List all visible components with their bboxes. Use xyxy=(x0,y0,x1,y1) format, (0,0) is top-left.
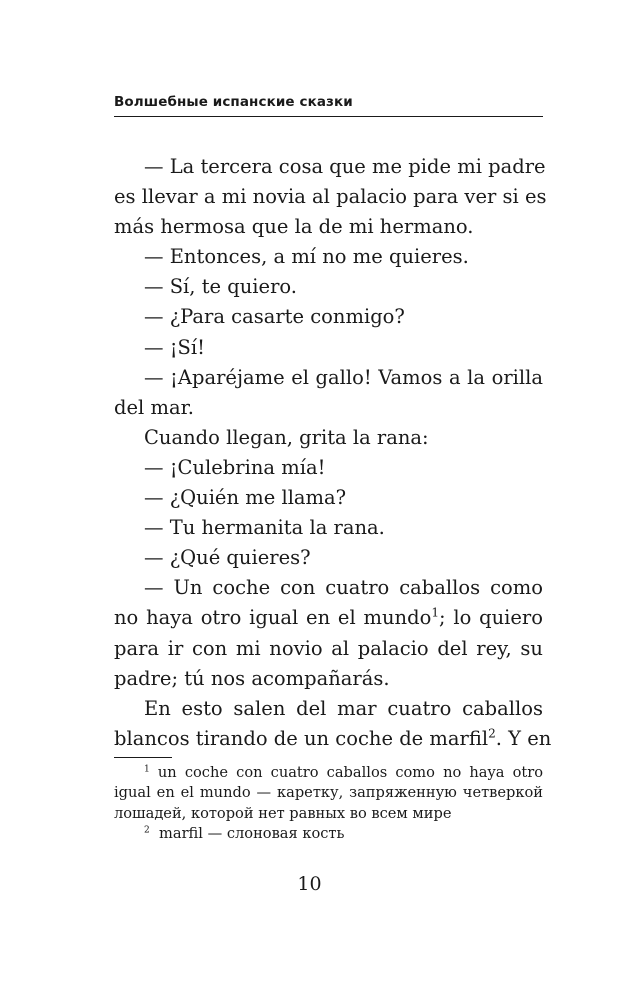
footnote-1-line: igual en el mundo — каретку, запряженную четверкой xyxy=(114,784,543,802)
text-line: — Entonces, a mí no me quieres. xyxy=(144,245,469,269)
text-segment: ; lo quiero xyxy=(439,606,543,630)
text-line: del mar. xyxy=(114,395,194,419)
text-segment: blancos tirando de un coche de marfil xyxy=(114,726,489,750)
text-line: — ¡Aparéjame el gallo! Vamos a la orilla xyxy=(144,365,543,389)
text-segment: no haya otro igual en el mundo xyxy=(114,606,432,630)
footnote-1-line xyxy=(114,763,543,783)
text-line: — ¿Qué quieres? xyxy=(144,546,311,570)
footnote-ref-2: 2 xyxy=(488,726,496,741)
text-line: — Sí, te quiero. xyxy=(144,275,298,299)
text-line: padre; tú nos acompañarás. xyxy=(114,666,390,690)
text-line-with-note-2 xyxy=(114,724,552,754)
footnote-2-line xyxy=(114,824,543,844)
text-line: para ir con mi novio al palacio del rey, su xyxy=(114,636,543,660)
footnote-ref-1: 1 xyxy=(431,605,439,620)
text-segment: . Y en xyxy=(495,726,552,750)
text-line: — ¡Sí! xyxy=(144,335,205,359)
footnote-mark-2: 2 xyxy=(144,825,150,836)
body-text xyxy=(114,152,552,754)
text-line: En esto salen del mar cuatro caballos xyxy=(144,696,543,720)
text-line: — ¿Para casarte conmigo? xyxy=(144,305,405,329)
text-line: — ¿Quién me llama? xyxy=(144,486,347,510)
footnote-text: marfil — слоновая кость xyxy=(159,824,345,842)
footnote-separator xyxy=(114,757,172,758)
text-line: — Un coche con cuatro caballos como xyxy=(144,576,543,600)
text-line-with-note-1 xyxy=(114,603,543,633)
page-number: 10 xyxy=(297,873,322,895)
text-line: es llevar a mi novia al palacio para ver si es xyxy=(114,185,547,209)
text-line: — ¡Culebrina mía! xyxy=(144,455,326,479)
footnote-1-line: лошадей, которой нет равных во всем мире xyxy=(114,804,452,822)
text-line: — La tercera cosa que me pide mi padre xyxy=(144,155,546,178)
text-line: Cuando llegan, grita la rana: xyxy=(144,425,429,449)
footnote-mark-1: 1 xyxy=(144,764,150,775)
header-rule xyxy=(114,116,543,117)
footnote-text: un coche con cuatro caballos como no haya otro xyxy=(157,764,543,781)
running-head-title: Волшебные испанские сказки xyxy=(114,94,353,110)
text-line: — Tu hermanita la rana. xyxy=(144,516,385,540)
footnotes xyxy=(114,763,543,844)
text-line: más hermosa que la de mi hermano. xyxy=(114,215,474,239)
